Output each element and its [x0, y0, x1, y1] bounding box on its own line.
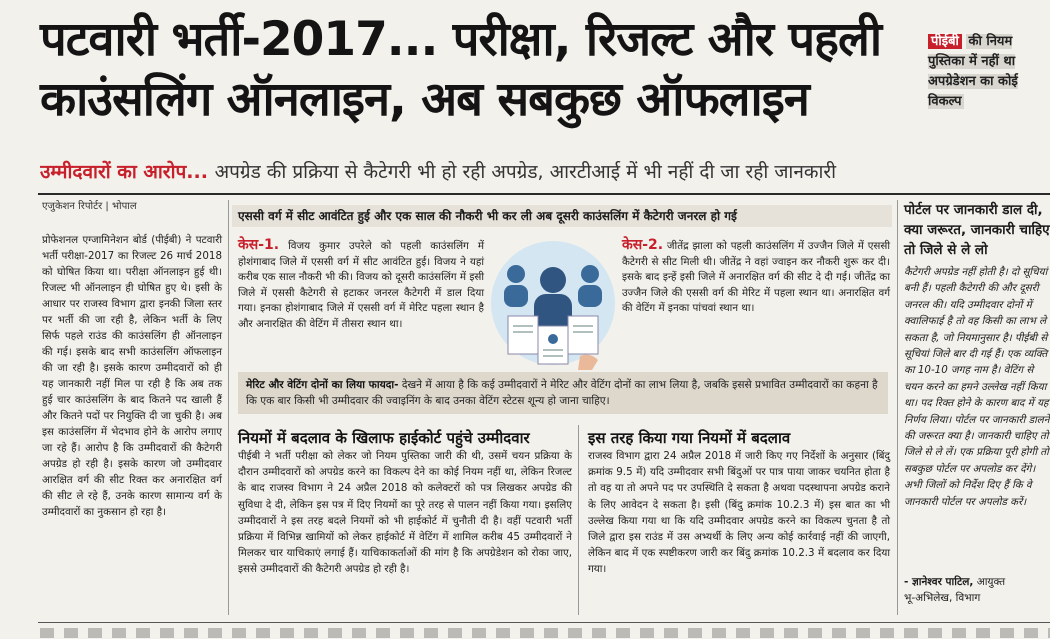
- side-note-text: की नियम पुस्तिका में नहीं था अपग्रेडेशन का कोई विकल्प: [928, 34, 1018, 109]
- section-highcourt-text: पीईबी ने भर्ती परीक्षा को लेकर जो नियम पुस्तिका जारी की थी, उसमें चयन प्रक्रिया के दौरान उम्मीदवारों को अपग्रेड करने का विकल्प देने का कोई नियम नहीं था, लेकिन रिजल्ट के बाद राजस्व विभाग ने 24 अप्रैल 2018 को कलेक्टरों को पत्र लिखकर अपग्रेड की सुविधा दे दी, लेकिन इस पत्र में दिए नियमों का पूरे तरह से पालन नहीं किया गया। इसलिए उम्मीदवारों ने इस तरह बदले नियमों को भी हाईकोर्ट में चुनौती दी है। वहीं पटवारी भर्ती प्रक्रिया में विभिन्न खामियों को लेकर हाईकोर्ट में वेटिंग में शामिल करीब 45 उम्मीदवारों ने मिलकर चार याचिकाएं लगाई हैं। याचिकाकर्ताओं की मांग है कि अपग्रेडेशन को रोका जाए, इससे उम्मीदवारों की कैटेगरी अपग्रेड हो रही है।: [238, 450, 572, 576]
- case-1: [238, 238, 484, 332]
- subheadline: [40, 156, 1050, 188]
- column-divider-2: [897, 200, 898, 615]
- case-2-text: जीतेंद्र झाला को पहली काउंसलिंग में उज्जैन जिले में एससी कैटेगरी से सीट मिली थी। जीतेंद्र ने वहां ज्वाइन कर नौकरी शुरू कर दी। इसके बाद इन्हें इसी जिले में अनारक्षित वर्ग की सीट दे दी गई। जीतेंद्र का उज्जैन जिले की एससी वर्ग की मेरिट में पहला स्थान था। अनारक्षित वर्ग की वेटिंग में इनका पांचवां स्थान था।: [622, 240, 890, 314]
- byline: एजुकेशन रिपोर्टर | भोपाल: [42, 201, 137, 212]
- merit-box: [238, 372, 888, 414]
- column-divider-3: [578, 425, 579, 615]
- headline-line-1: पटवारी भर्ती-2017... परीक्षा, रिजल्ट और पहली: [40, 12, 882, 67]
- headline: [40, 10, 920, 130]
- side-note-box: [928, 32, 1050, 112]
- subheadline-text: अपग्रेड की प्रक्रिया से कैटेगरी भी हो रही अपग्रेड, आरटीआई में भी नहीं दी जा रही जानकारी: [214, 161, 837, 183]
- candidates-illustration-icon: [488, 236, 618, 370]
- headline-line-2: काउंसलिंग ऑनलाइन, अब सबकुछ ऑफलाइन: [40, 72, 809, 127]
- right-column-quote: कैटेगरी अपग्रेड नहीं होती है। दो सूचियां बनी हैं। पहली कैटेगरी की और दूसरी जनरल की। यदि उम्मीदवार दोनों में क्वालिफाई है तो वह किसी का लाभ ले सकता है, जो नियमानुसार है। पीईबी से सूचियां जिले बार दी गई हैं। एक व्यक्ति का 10-10 जगह नाम है। वेटिंग से चयन करने का हमने उल्लेख नहीं किया था। पद रिक्त होने के कारण बाद में यह निर्णय लिया। पोर्टल पर जानकारी डालने की जरूरत क्या है। जानकारी चाहिए तो जिले से ले लें। एक प्रक्रिया पूरी होगी तो सबकुछ पोर्टल पर अपलोड कर देंगे। अभी जिलों को निर्देश दिए हैं कि वे जानकारी पोर्टल पर अपलोड करें।: [904, 266, 1050, 508]
- bottom-divider: [38, 622, 1050, 623]
- case-2: [622, 238, 890, 317]
- merit-heading: मेरिट और वेटिंग दोनों का लिया फायदा-: [246, 379, 399, 391]
- case-2-tag: केस-2.: [622, 237, 664, 253]
- section-rule-change-heading: इस तरह किया गया नियमों में बदलाव: [588, 429, 791, 447]
- right-column-heading: पोर्टल पर जानकारी डाल दी, क्या जरूरत, जानकारी चाहिए तो जिले से ले लो: [904, 202, 1050, 258]
- signature-name: - ज्ञानेश्वर पाटिल,: [904, 576, 974, 588]
- case-1-tag: केस-1.: [238, 237, 280, 253]
- top-divider: [38, 193, 1050, 195]
- signature-department: भू-अभिलेख, विभाग: [904, 592, 981, 604]
- signature-title: आयुक्त: [976, 576, 1006, 588]
- column-divider-1: [228, 200, 229, 615]
- section-rule-change-text: राजस्व विभाग द्वारा 24 अप्रैल 2018 में जारी किए गए निर्देशों के अनुसार (बिंदु क्रमांक 9.5 में) यदि उम्मीदवार सभी बिंदुओं पर पात्र पाया जाकर चयनित होता है तो वह या तो अपने पद पर उपस्थिति दे सकता है अथवा पदस्थापना अपग्रेड कराने के लिए आवेदन दे सकता है। इसी (बिंदु क्रमांक 10.2.3 में) इस बात का भी उल्लेख किया गया था कि यदि उम्मीदवार अपग्रेड करने का विकल्प चुनता है तो जिले द्वारा इस राउंड में उस अभ्यर्थी के लिए अन्य कोई कार्रवाई नहीं की जाएगी, लेकिन बाद में एक स्पष्टीकरण जारी कर बिंदु क्रमांक 10.2.3 में बदलाव कर दिया गया।: [588, 450, 890, 576]
- next-article-edge: [40, 628, 1050, 638]
- section-highcourt-heading: नियमों में बदलाव के खिलाफ हाईकोर्ट पहुंचे उम्मीदवार: [238, 429, 530, 447]
- lead-article-text: प्रोफेशनल एग्जामिनेशन बोर्ड (पीईबी) ने पटवारी भर्ती परीक्षा-2017 का रिजल्ट 26 मार्च 2018 को घोषित किया था। परीक्षा ऑनलाइन हुई थी। रिजल्ट भी ऑनलाइन ही घोषित हुए थे। इसी के आधार पर राजस्व विभाग द्वारा इनकी जिला स्तर पर भर्ती की जा रही है, लेकिन भर्ती के लिए सिर्फ पहले राउंड की काउंसलिंग ही ऑनलाइन की गई। इसके बाद सभी काउंसलिंग ऑफलाइन की जा रही है। इसके कारण उम्मीदवारों को ही यह जानकारी नहीं मिल पा रही है कि अब तक हुई चार काउंसलिंग के बाद कितने पद खाली हैं और कितने पदों पर नियुक्ति दी जा चुकी है। अब इस काउंसलिंग में भेदभाव होने के आरोप लगाए जा रहे हैं। आरोप है कि उम्मीदवारों की कैटेगरी अपग्रेड हो रही है। इसके कारण जो उम्मीदवार आरक्षित वर्ग की सीट रिक्त कर अनारक्षित वर्ग की सीट ले रहे हैं, उनके कारण सामान्य वर्ग के उम्मीदवारों का नुकसान हो रहा है।: [42, 234, 222, 518]
- subheadline-accent: उम्मीदवारों का आरोप...: [40, 161, 208, 183]
- quote-signature: [904, 574, 1050, 606]
- section-rule-change: [588, 428, 890, 578]
- case-banner: एससी वर्ग में सीट आवंटित हुई और एक साल की नौकरी भी कर ली अब दूसरी काउंसलिंग में कैटेगरी जनरल हो गई: [232, 205, 892, 227]
- section-highcourt: [238, 428, 572, 578]
- side-note-highlight: पीईबी: [928, 34, 962, 49]
- merit-text: देखने में आया है कि कई उम्मीदवारों ने मेरिट और वेटिंग दोनों का लाभ लिया है, जबकि इससे प्रभावित उम्मीदवारों का कहना है कि एक बार किसी भी उम्मीदवार की ज्वाइनिंग के बाद उनका वेटिंग स्टेटस शून्य हो जाना चाहिए।: [246, 379, 878, 407]
- case-1-text: विजय कुमार उपरेले को पहली काउंसलिंग में होशंगाबाद जिले में एससी वर्ग में सीट आवंटित हुई। विजय ने यहां करीब एक साल नौकरी भी की। विजय को दूसरी काउंसलिंग में इसी जिले में एससी कैटेगरी से हटाकर जनरल कैटेगरी में डाल दिया गया। इनका होशंगाबाद जिले में एससी वर्ग में मेरिट पहला स्थान है और अनारक्षित की वेटिंग में तीसरा स्थान था।: [238, 240, 484, 330]
